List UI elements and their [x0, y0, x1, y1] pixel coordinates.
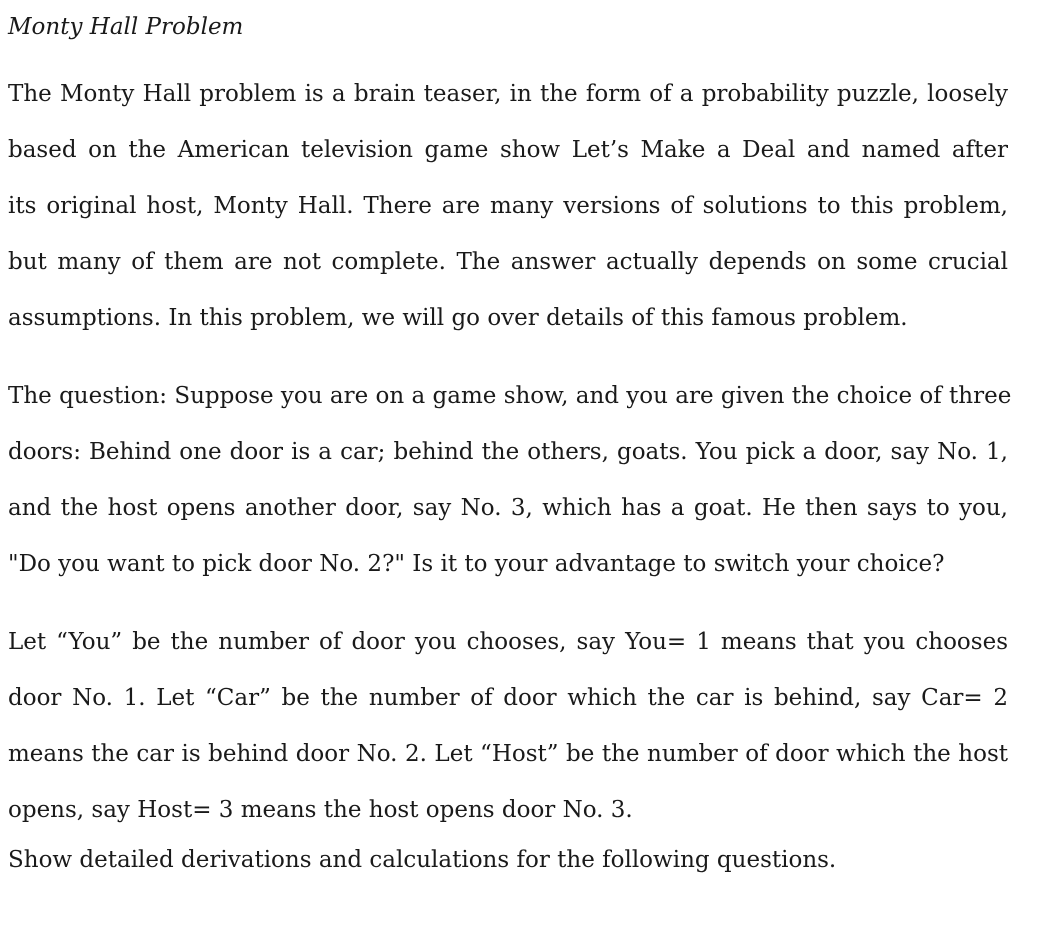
paragraph-definitions	[8, 614, 1008, 838]
text-line: The question: Suppose you are on a game show, and you are given the choice of three	[8, 383, 1012, 409]
text-line: but many of them are not complete. The answer actually depends on some crucial	[8, 249, 1008, 275]
paragraph-question	[8, 368, 1012, 592]
page-title: Monty Hall Problem	[8, 14, 244, 40]
text-line: opens, say Host= 3 means the host opens door No. 3.	[8, 797, 633, 823]
paragraph-intro	[8, 66, 1008, 346]
text-line: assumptions. In this problem, we will go over details of this famous problem.	[8, 305, 908, 331]
text-line: The Monty Hall problem is a brain teaser, in the form of a probability puzzle, loosely	[8, 81, 1008, 107]
text-line: "Do you want to pick door No. 2?" Is it to your advantage to switch your choice?	[8, 551, 945, 577]
text-line: Let “You” be the number of door you chooses, say You= 1 means that you chooses	[8, 629, 1008, 655]
text-line: doors: Behind one door is a car; behind the others, goats. You pick a door, say No. 1,	[8, 439, 1008, 465]
text-line: means the car is behind door No. 2. Let “Host” be the number of door which the host	[8, 741, 1008, 767]
paragraph-instruction	[8, 832, 1008, 888]
text-line: based on the American television game show Let’s Make a Deal and named after	[8, 137, 1008, 163]
text-line: door No. 1. Let “Car” be the number of door which the car is behind, say Car= 2	[8, 685, 1008, 711]
text-line: Show detailed derivations and calculations for the following questions.	[8, 847, 837, 873]
text-line: and the host opens another door, say No. 3, which has a goat. He then says to you,	[8, 495, 1008, 521]
text-line: its original host, Monty Hall. There are many versions of solutions to this problem,	[8, 193, 1008, 219]
